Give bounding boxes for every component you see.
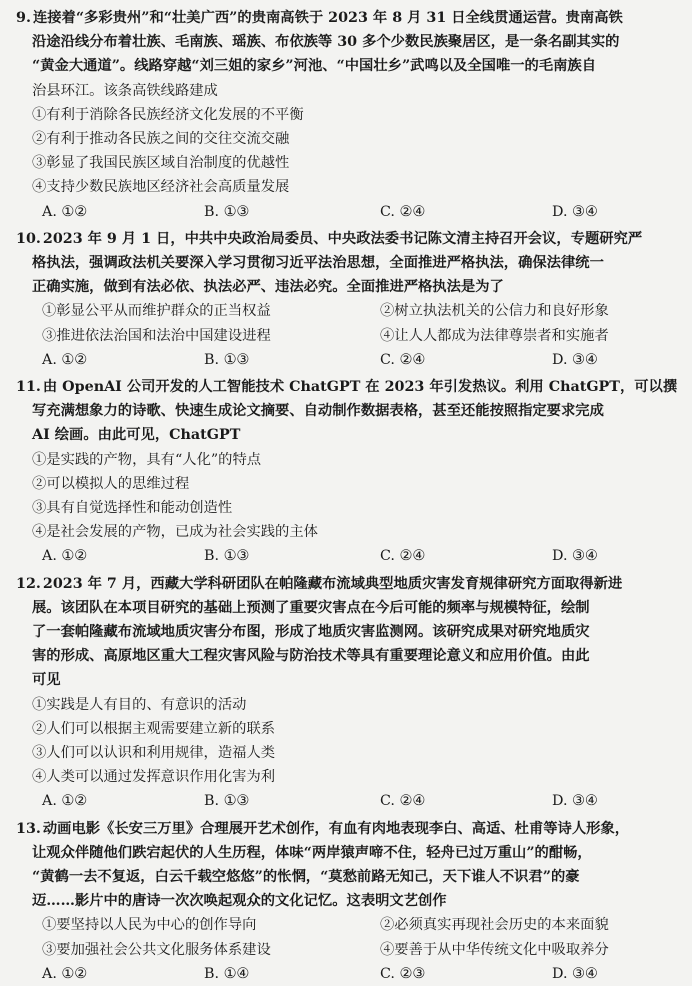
choice-b: B. ①③: [204, 351, 250, 368]
choice-b: B. ①③: [204, 548, 250, 565]
question-number: 9.: [16, 10, 31, 26]
choice-d: D. ③④: [552, 203, 598, 220]
choice-a: A. ①②: [42, 351, 88, 368]
statement-option: ①有利于消除各民族经济文化发展的不平衡: [32, 106, 304, 123]
statement-option: ④是社会发展的产物，已成为社会实践的主体: [32, 524, 318, 541]
question-number: 12.: [16, 575, 41, 592]
statement-option: ③具有自觉选择性和能动创造性: [32, 500, 233, 516]
statement-option-row: [16, 913, 678, 937]
choice-a: A. ①②: [42, 965, 88, 982]
statement-option: ④让人人都成为法律尊崇者和实施者: [380, 327, 609, 344]
question-number: 13.: [16, 820, 41, 837]
choice-b: B. ①④: [204, 965, 250, 982]
question-9: [16, 6, 678, 224]
answer-choices: [16, 348, 678, 372]
choice-b: B. ①③: [204, 793, 250, 810]
question-stem-line: AI 绘画。由此可见，ChatGPT: [32, 427, 241, 444]
question-stem-line: 2023 年 7 月，西藏大学科研团队在帕隆藏布流域典型地质灾害发育规律研究方面取得新进: [42, 575, 623, 592]
question-stem-line: 2023 年 9 月 1 日，中共中央政治局委员、中央政法委书记陈文清主持召开会议，专题研究严: [42, 230, 643, 247]
choice-c: C. ②④: [380, 548, 426, 565]
statement-option-row: [16, 299, 678, 323]
question-stem-line: 治县环江。该条高铁线路建成: [32, 82, 218, 99]
question-stem-line: 连接着“多彩贵州”和“壮美广西”的贵南高铁于 2023 年 8 月 31 日全线贯通运营。贵南高铁: [32, 10, 623, 26]
question-stem-line: 写充满想象力的诗歌、快速生成论文摘要、自动制作数据表格，甚至还能按照指定要求完成: [32, 403, 604, 420]
statement-option: ①实践是人有目的、有意识的活动: [32, 696, 247, 713]
choice-d: D. ③④: [552, 965, 598, 982]
question-stem-line: 迈……影片中的唐诗一次次唤起观众的文化记忆。这表明文艺创作: [32, 893, 447, 910]
answer-choices: [16, 544, 678, 568]
choice-c: C. ②④: [380, 351, 426, 368]
statement-option: ②有利于推动各民族之间的交往交流交融: [32, 131, 290, 148]
question-number: 11.: [16, 378, 41, 395]
question-10: [16, 227, 678, 372]
statement-option: ③彰显了我国民族区域自治制度的优越性: [32, 155, 290, 172]
statement-option: ③人们可以认识和利用规律，造福人类: [32, 745, 276, 762]
choice-d: D. ③④: [552, 351, 598, 368]
statement-option: ②树立执法机关的公信力和良好形象: [380, 303, 609, 320]
choice-c: C. ②④: [380, 793, 426, 810]
statement-option: ②可以模拟人的思维过程: [32, 475, 190, 492]
question-stem-line: 沿途沿线分布着壮族、毛南族、瑶族、布依族等 30 多个少数民族聚居区，是一条名副其实的: [32, 34, 620, 51]
choice-c: C. ②③: [380, 965, 426, 982]
question-stem-line: 让观众伴随他们跌宕起伏的人生历程，体味“两岸猿声啼不住，轻舟已过万重山”的酣畅，: [32, 844, 592, 861]
statement-option: ①彰显公平从而维护群众的正当权益: [42, 303, 271, 320]
choice-a: A. ①②: [42, 793, 88, 810]
question-stem-line: “黄鹤一去不复返，白云千载空悠悠”的怅惘，“莫愁前路无知己，天下谁人不识君”的豪: [32, 869, 580, 886]
question-stem-line: 可见: [32, 672, 61, 689]
choice-b: B. ①③: [204, 203, 250, 220]
question-stem-line: 由 OpenAI 公司开发的人工智能技术 ChatGPT 在 2023 年引发热议。利用 ChatGPT，可以撰: [42, 378, 678, 395]
statement-option: ④要善于从中华传统文化中吸取养分: [380, 941, 609, 958]
choice-d: D. ③④: [552, 793, 598, 810]
statement-option-row: [16, 324, 678, 348]
question-stem-line: 动画电影《长安三万里》合理展开艺术创作，有血有肉地表现李白、高适、杜甫等诗人形象，: [42, 820, 630, 837]
choice-d: D. ③④: [552, 548, 598, 565]
question-11: [16, 375, 678, 569]
question-stem-line: 格执法，强调政法机关要深入学习贯彻习近平法治思想，全面推进严格执法，确保法律统一: [32, 255, 604, 272]
statement-option: ①是实践的产物，具有“人化”的特点: [32, 451, 262, 468]
question-number: 10.: [16, 230, 41, 247]
statement-option: ②必须真实再现社会历史的本来面貌: [380, 917, 609, 934]
answer-choices: [16, 962, 678, 986]
choice-a: A. ①②: [42, 548, 88, 565]
question-stem-line: 展。该团队在本项目研究的基础上预测了重要灾害点在今后可能的频率与规模特征，绘制: [32, 599, 590, 616]
answer-choices: [16, 789, 678, 813]
question-stem-line: 正确实施，做到有法必依、执法必严、违法必究。全面推进严格执法是为了: [32, 279, 504, 296]
answer-choices: [16, 200, 678, 224]
question-12: [16, 572, 678, 814]
statement-option: ③要加强社会公共文化服务体系建设: [42, 941, 271, 958]
statement-option: ④支持少数民族地区经济社会高质量发展: [32, 179, 290, 196]
statement-option: ④人类可以通过发挥意识作用化害为利: [32, 769, 276, 786]
choice-c: C. ②④: [380, 203, 426, 220]
statement-option-row: [16, 938, 678, 962]
question-stem-line: 了一套帕隆藏布流域地质灾害分布图，形成了地质灾害监测网。该研究成果对研究地质灾: [32, 624, 590, 640]
question-stem-line: “黄金大通道”。线路穿越“刘三姐的家乡”河池、“中国壮乡”武鸣以及全国唯一的毛南族自: [32, 58, 597, 75]
statement-option: ③推进依法治国和法治中国建设进程: [42, 327, 271, 344]
question-stem-line: 害的形成、高原地区重大工程灾害风险与防治技术等具有重要理论意义和应用价值。由此: [32, 648, 590, 665]
statement-option: ②人们可以根据主观需要建立新的联系: [32, 720, 276, 737]
choice-a: A. ①②: [42, 203, 88, 220]
statement-option: ①要坚持以人民为中心的创作导向: [42, 917, 257, 934]
